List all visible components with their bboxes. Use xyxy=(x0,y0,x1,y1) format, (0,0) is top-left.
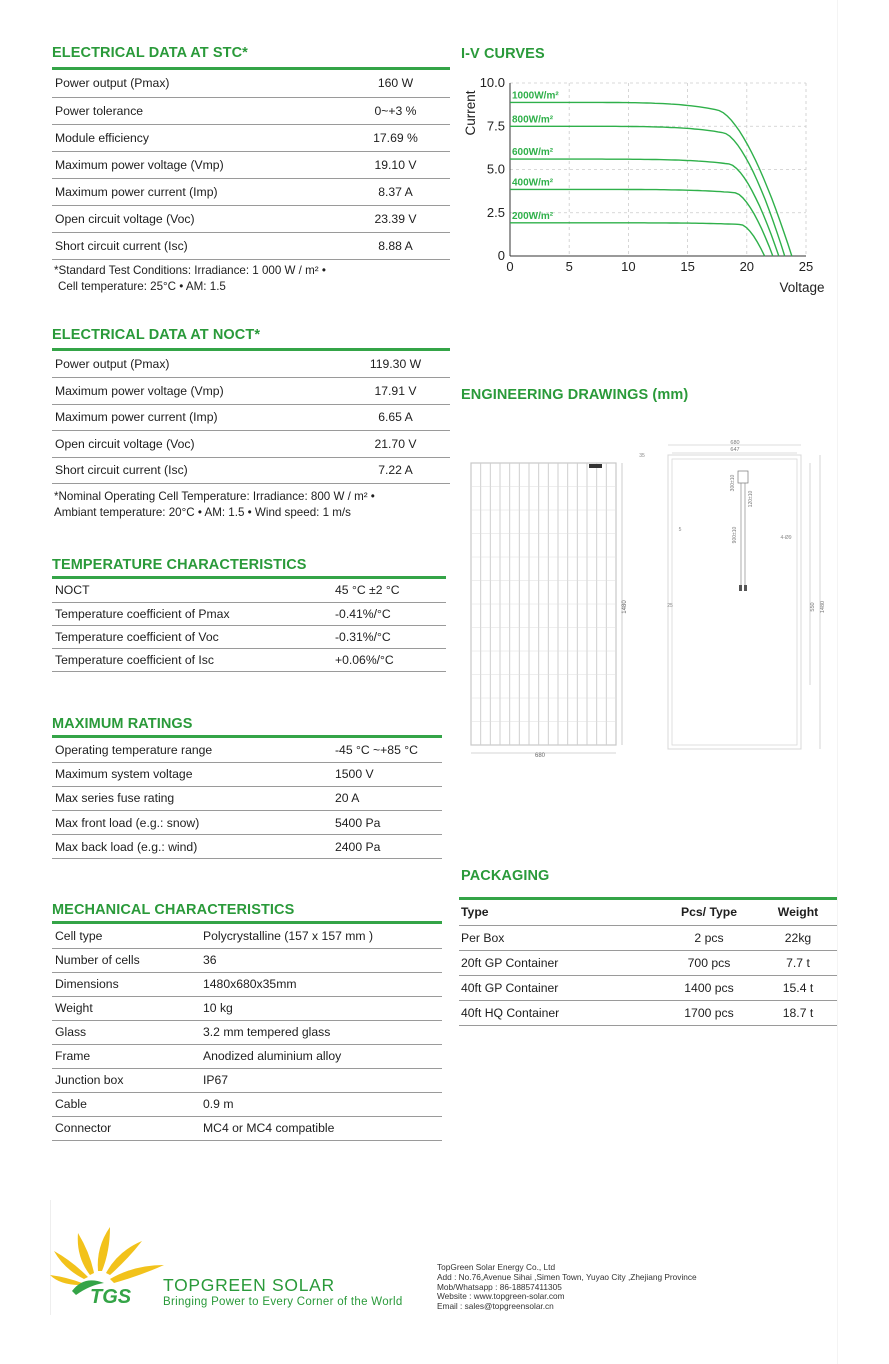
row-label: Cell type xyxy=(52,924,200,948)
packaging-type-cell: Per Box xyxy=(459,925,659,950)
front-height-dimension: 1480 xyxy=(622,600,628,614)
table-row xyxy=(52,151,450,178)
row-value: 8.88 A xyxy=(342,232,446,259)
row-label: Temperature coefficient of Voc xyxy=(52,625,332,648)
row-spacer xyxy=(430,1116,442,1140)
row-label: Operating temperature range xyxy=(52,738,332,762)
row-value: 3.2 mm tempered glass xyxy=(200,1020,430,1044)
table-row xyxy=(52,351,450,378)
page-border-right xyxy=(837,0,838,1364)
table-row xyxy=(52,97,450,124)
noct-footnote-line1: *Nominal Operating Cell Temperature: Irradiance: 800 W / m² • xyxy=(54,490,375,503)
table-row xyxy=(52,811,442,835)
row-spacer xyxy=(446,378,450,405)
back-view-frame xyxy=(668,455,801,749)
packaging-weight-cell: 18.7 t xyxy=(759,1000,837,1025)
row-spacer xyxy=(446,151,450,178)
side-dimension-c: 25 xyxy=(667,603,673,609)
row-value: MC4 or MC4 compatible xyxy=(200,1116,430,1140)
row-spacer xyxy=(422,811,442,835)
table-row xyxy=(459,975,837,1000)
table-row xyxy=(52,738,442,762)
row-label: Weight xyxy=(52,996,200,1020)
row-label: Temperature coefficient of Pmax xyxy=(52,602,332,625)
packaging-weight-cell: 22kg xyxy=(759,925,837,950)
row-label: Number of cells xyxy=(52,948,200,972)
side-dimension-a: 35 xyxy=(639,453,645,459)
iv-chart xyxy=(456,68,826,308)
row-spacer xyxy=(446,178,450,205)
packaging-pcs-cell: 700 pcs xyxy=(659,950,759,975)
row-spacer xyxy=(422,738,442,762)
table-row xyxy=(459,925,837,950)
y-axis-label: Current xyxy=(463,90,478,136)
row-value: -45 °C ~+85 °C xyxy=(332,738,422,762)
packaging-type-cell: 20ft GP Container xyxy=(459,950,659,975)
x-tick-label: 15 xyxy=(680,259,695,274)
row-label: Power tolerance xyxy=(52,97,342,124)
row-label: Frame xyxy=(52,1044,200,1068)
row-label: Module efficiency xyxy=(52,124,342,151)
temperature-section-title: TEMPERATURE CHARACTERISTICS xyxy=(52,557,307,573)
row-spacer xyxy=(446,124,450,151)
row-label: Max front load (e.g.: snow) xyxy=(52,811,332,835)
row-label: NOCT xyxy=(52,579,332,602)
y-tick-label: 7.5 xyxy=(486,118,505,134)
row-label: Power output (Pmax) xyxy=(52,351,342,378)
row-label: Glass xyxy=(52,1020,200,1044)
back-inner-height: 550 xyxy=(810,602,816,612)
junction-box-drawing xyxy=(738,471,748,483)
packaging-pcs-cell: 1400 pcs xyxy=(659,975,759,1000)
row-value: IP67 xyxy=(200,1068,430,1092)
row-spacer xyxy=(422,648,446,671)
table-row xyxy=(52,786,442,810)
row-label: Connector xyxy=(52,1116,200,1140)
front-width-dimension: 680 xyxy=(534,753,546,759)
row-spacer xyxy=(446,205,450,232)
row-label: Power output (Pmax) xyxy=(52,70,342,97)
noct-footnote-line2: Ambiant temperature: 20°C • AM: 1.5 • Wind speed: 1 m/s xyxy=(54,506,351,519)
row-value: -0.41%/°C xyxy=(332,602,422,625)
x-tick-label: 0 xyxy=(506,259,514,274)
contact-block xyxy=(437,1263,697,1312)
y-tick-label: 0 xyxy=(497,248,505,263)
row-value: 7.22 A xyxy=(342,457,446,484)
table-row xyxy=(52,625,446,648)
table-row xyxy=(52,404,450,431)
iv-curve-series xyxy=(510,126,785,256)
row-value: 23.39 V xyxy=(342,205,446,232)
table-row xyxy=(52,648,446,671)
y-tick-label: 2.5 xyxy=(486,204,505,220)
table-row xyxy=(52,431,450,458)
table-row xyxy=(52,579,446,602)
row-spacer xyxy=(446,404,450,431)
contact-line: Mob/Whatsapp : 86-18857411305 xyxy=(437,1281,562,1292)
row-value: 6.65 A xyxy=(342,404,446,431)
row-label: Max back load (e.g.: wind) xyxy=(52,835,332,859)
row-value: Anodized aluminium alloy xyxy=(200,1044,430,1068)
connector-right-drawing xyxy=(744,585,747,591)
table-row xyxy=(52,70,450,97)
brand-tagline: Bringing Power to Every Corner of the World xyxy=(163,1296,403,1308)
front-view-cell-grid xyxy=(471,463,616,745)
brand-name: TOPGREEN SOLAR xyxy=(163,1275,335,1295)
engineering-drawings xyxy=(456,435,836,765)
table-row xyxy=(52,178,450,205)
noct-section-title: ELECTRICAL DATA AT NOCT* xyxy=(52,327,261,343)
temperature-table xyxy=(52,579,446,672)
row-spacer xyxy=(430,1020,442,1044)
cable-dimension-b: 120±10 xyxy=(748,490,754,508)
row-value: 19.10 V xyxy=(342,151,446,178)
connector-left-drawing xyxy=(739,585,742,591)
mechanical-table xyxy=(52,924,442,1141)
table-row xyxy=(52,1092,442,1116)
row-label: Dimensions xyxy=(52,972,200,996)
row-label: Maximum power current (Imp) xyxy=(52,404,342,431)
row-spacer xyxy=(430,924,442,948)
row-spacer xyxy=(430,1044,442,1068)
row-value: 2400 Pa xyxy=(332,835,422,859)
max-ratings-table xyxy=(52,738,442,859)
stc-table xyxy=(52,70,450,260)
row-spacer xyxy=(430,1092,442,1116)
drawings-section-title: ENGINEERING DRAWINGS (mm) xyxy=(461,387,689,403)
back-view-drawing xyxy=(639,440,826,749)
back-width-inner: 647 xyxy=(730,447,740,453)
row-spacer xyxy=(446,97,450,124)
row-value: 119.30 W xyxy=(342,351,446,378)
packaging-header-weight: Weight xyxy=(759,900,837,925)
cable-dimension-c: 900±10 xyxy=(732,526,738,544)
side-dimension-d: 4-Ø9 xyxy=(780,535,792,541)
x-tick-label: 10 xyxy=(621,259,636,274)
row-spacer xyxy=(422,786,442,810)
table-row xyxy=(52,948,442,972)
y-tick-label: 5.0 xyxy=(486,161,505,177)
row-spacer xyxy=(446,70,450,97)
iv-section-title: I-V CURVES xyxy=(461,46,545,62)
table-row xyxy=(52,602,446,625)
row-spacer xyxy=(446,457,450,484)
x-axis-label: Voltage xyxy=(779,280,825,295)
series-label: 600W/m² xyxy=(512,147,554,159)
logo-letters: TGS xyxy=(90,1286,132,1308)
cable-dimension-a: 300±10 xyxy=(730,474,736,492)
row-value: 1500 V xyxy=(332,762,422,786)
table-row xyxy=(52,457,450,484)
iv-curve-series xyxy=(510,159,779,256)
row-label: Short circuit current (Isc) xyxy=(52,232,342,259)
table-row xyxy=(52,1044,442,1068)
front-view-drawing xyxy=(471,463,628,759)
packaging-table xyxy=(459,900,837,1026)
row-label: Open circuit voltage (Voc) xyxy=(52,431,342,458)
row-spacer xyxy=(422,579,446,602)
table-row xyxy=(52,205,450,232)
row-spacer xyxy=(422,602,446,625)
packaging-type-cell: 40ft GP Container xyxy=(459,975,659,1000)
table-row xyxy=(52,762,442,786)
row-value: 8.37 A xyxy=(342,178,446,205)
stc-footnote-line2: Cell temperature: 25°C • AM: 1.5 xyxy=(58,280,226,293)
row-label: Maximum power voltage (Vmp) xyxy=(52,378,342,405)
row-spacer xyxy=(446,232,450,259)
packaging-header-pcs: Pcs/ Type xyxy=(659,900,759,925)
packaging-weight-cell: 15.4 t xyxy=(759,975,837,1000)
back-height: 1480 xyxy=(820,600,826,614)
row-label: Junction box xyxy=(52,1068,200,1092)
noct-footnote xyxy=(54,489,375,521)
series-label: 800W/m² xyxy=(512,114,554,126)
row-spacer xyxy=(446,431,450,458)
row-spacer xyxy=(446,351,450,378)
table-row xyxy=(52,378,450,405)
row-label: Short circuit current (Isc) xyxy=(52,457,342,484)
table-row xyxy=(52,1020,442,1044)
packaging-pcs-cell: 1700 pcs xyxy=(659,1000,759,1025)
row-spacer xyxy=(422,835,442,859)
packaging-header-row xyxy=(459,900,837,925)
row-value: +0.06%/°C xyxy=(332,648,422,671)
x-tick-label: 20 xyxy=(739,259,755,274)
row-value: 36 xyxy=(200,948,430,972)
x-tick-label: 25 xyxy=(798,259,814,274)
contact-line: Email : sales@topgreensolar.cn xyxy=(437,1301,554,1312)
table-row xyxy=(52,972,442,996)
stc-footnote xyxy=(54,263,326,295)
row-value: 1480x680x35mm xyxy=(200,972,430,996)
row-label: Temperature coefficient of Isc xyxy=(52,648,332,671)
row-value: 0~+3 % xyxy=(342,97,446,124)
table-row xyxy=(52,996,442,1020)
packaging-header-type: Type xyxy=(459,900,659,925)
stc-footnote-line1: *Standard Test Conditions: Irradiance: 1 000 W / m² • xyxy=(54,264,326,277)
row-value: 0.9 m xyxy=(200,1092,430,1116)
sun-rays-icon xyxy=(50,1227,164,1285)
row-value: -0.31%/°C xyxy=(332,625,422,648)
table-row xyxy=(52,1116,442,1140)
row-spacer xyxy=(430,996,442,1020)
table-row xyxy=(52,835,442,859)
row-label: Open circuit voltage (Voc) xyxy=(52,205,342,232)
series-label: 200W/m² xyxy=(512,210,554,222)
row-value: Polycrystalline (157 x 157 mm ) xyxy=(200,924,430,948)
table-row xyxy=(52,1068,442,1092)
side-dimension-b: 5 xyxy=(678,527,682,533)
row-value: 160 W xyxy=(342,70,446,97)
packaging-type-cell: 40ft HQ Container xyxy=(459,1000,659,1025)
front-view-label-mark xyxy=(589,464,602,468)
row-label: Maximum power voltage (Vmp) xyxy=(52,151,342,178)
contact-line: Add : No.76,Avenue Sihai ,Simen Town, Yuyao City ,Zhejiang Province xyxy=(437,1271,697,1282)
row-spacer xyxy=(430,972,442,996)
stc-section-title: ELECTRICAL DATA AT STC* xyxy=(52,45,248,61)
topgreen-logo xyxy=(50,1225,175,1315)
row-value: 20 A xyxy=(332,786,422,810)
row-value: 10 kg xyxy=(200,996,430,1020)
noct-table xyxy=(52,351,450,484)
table-row xyxy=(52,232,450,259)
back-view-inner-frame xyxy=(672,459,797,745)
row-value: 17.91 V xyxy=(342,378,446,405)
contact-line: Website : www.topgreen-solar.com xyxy=(437,1291,565,1302)
row-value: 21.70 V xyxy=(342,431,446,458)
row-spacer xyxy=(430,948,442,972)
packaging-weight-cell: 7.7 t xyxy=(759,950,837,975)
row-label: Cable xyxy=(52,1092,200,1116)
row-value: 5400 Pa xyxy=(332,811,422,835)
x-tick-label: 5 xyxy=(565,259,573,274)
row-value: 17.69 % xyxy=(342,124,446,151)
max-ratings-section-title: MAXIMUM RATINGS xyxy=(52,716,193,732)
row-label: Maximum system voltage xyxy=(52,762,332,786)
row-value: 45 °C ±2 °C xyxy=(332,579,422,602)
row-spacer xyxy=(430,1068,442,1092)
table-row xyxy=(459,1000,837,1025)
mechanical-section-title: MECHANICAL CHARACTERISTICS xyxy=(52,902,295,918)
table-row xyxy=(52,924,442,948)
y-tick-label: 10.0 xyxy=(479,75,505,90)
packaging-section-title: PACKAGING xyxy=(461,868,550,884)
row-spacer xyxy=(422,625,446,648)
packaging-pcs-cell: 2 pcs xyxy=(659,925,759,950)
series-label: 400W/m² xyxy=(512,177,554,189)
table-row xyxy=(459,950,837,975)
row-label: Maximum power current (Imp) xyxy=(52,178,342,205)
table-row xyxy=(52,124,450,151)
contact-line: TopGreen Solar Energy Co., Ltd xyxy=(437,1262,556,1272)
row-label: Max series fuse rating xyxy=(52,786,332,810)
iv-curve-series xyxy=(510,223,765,256)
series-label: 1000W/m² xyxy=(512,90,559,102)
row-spacer xyxy=(422,762,442,786)
back-width-outer: 680 xyxy=(730,440,740,446)
